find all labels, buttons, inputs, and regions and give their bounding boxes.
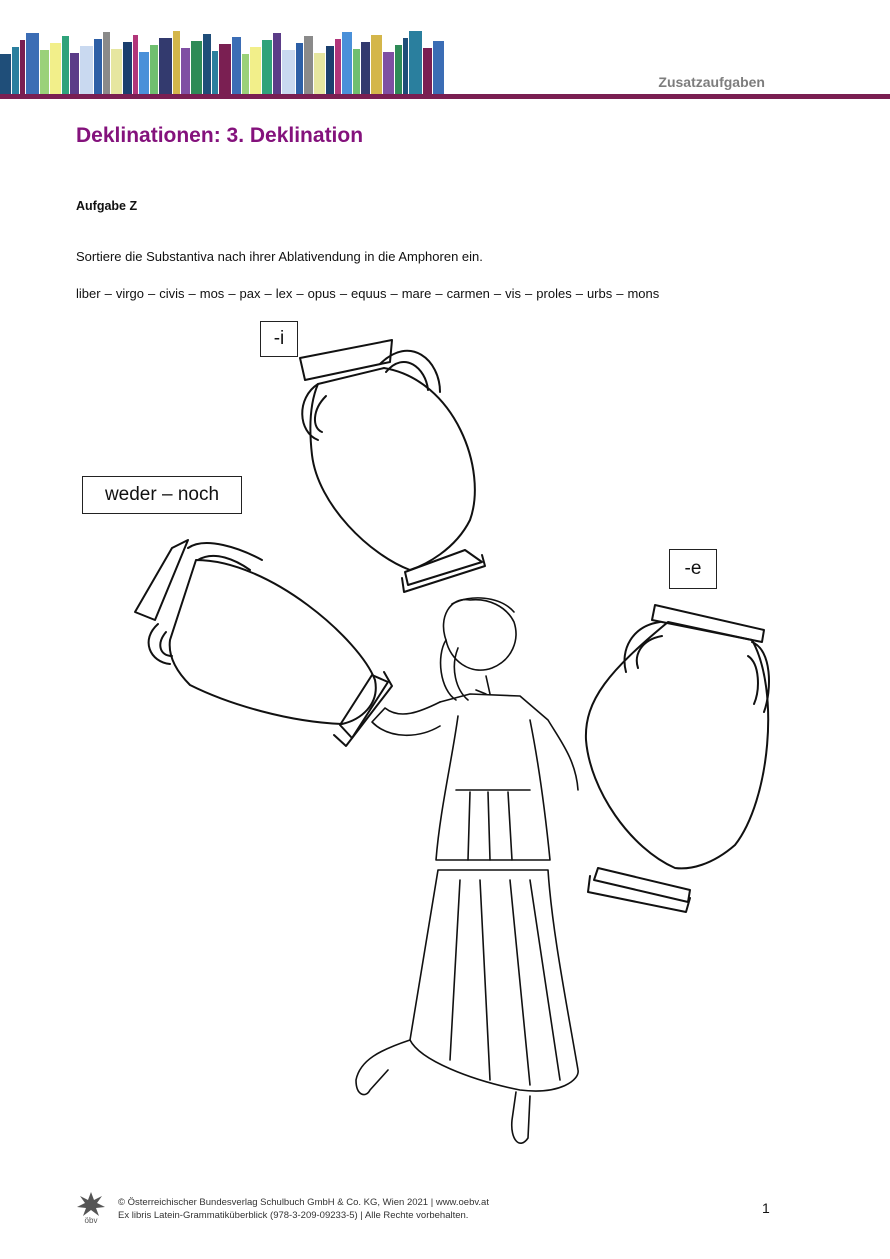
amphora-i (300, 340, 485, 592)
word-separator: – (104, 286, 112, 301)
amphora-weder-noch (135, 540, 392, 746)
word-separator: – (148, 286, 156, 301)
word-item: urbs (586, 286, 613, 301)
word-separator: – (390, 286, 398, 301)
word-item: civis (159, 286, 185, 301)
word-separator: – (616, 286, 624, 301)
task-instruction: Sortiere die Substantiva nach ihrer Ablativendung in die Amphoren ein. (76, 249, 483, 264)
task-label: Aufgabe Z (76, 199, 138, 213)
word-separator: – (525, 286, 533, 301)
word-item: pax (239, 286, 261, 301)
word-item: opus (307, 286, 336, 301)
label-ablative-e: -e (669, 549, 717, 589)
word-separator: – (339, 286, 348, 301)
word-item: vis (505, 286, 522, 301)
word-separator: – (188, 286, 196, 301)
word-item: virgo (115, 286, 144, 301)
footer-copyright: © Österreichischer Bundesverlag Schulbuch GmbH & Co. KG, Wien 2021 | www.oebv.at (118, 1197, 489, 1208)
word-item: carmen (446, 286, 490, 301)
label-ablative-i: -i (260, 321, 298, 357)
word-separator: – (493, 286, 502, 301)
amphora-e (586, 605, 769, 912)
word-item: mare (401, 286, 432, 301)
section-label: Zusatzaufgaben (658, 74, 765, 90)
word-separator: – (435, 286, 443, 301)
word-item: mons (627, 286, 660, 301)
word-separator: – (264, 286, 272, 301)
page-title: Deklinationen: 3. Deklination (76, 124, 364, 147)
footer-text (118, 1196, 489, 1222)
logo-text: öbv (84, 1216, 98, 1224)
word-item: equus (351, 286, 387, 301)
word-separator: – (296, 286, 304, 301)
word-item: mos (199, 286, 225, 301)
word-item: lex (275, 286, 293, 301)
word-item: liber (76, 286, 101, 301)
word-separator: – (575, 286, 583, 301)
word-separator: – (228, 286, 236, 301)
oebv-logo-icon (76, 1190, 106, 1224)
page-number: 1 (762, 1200, 770, 1216)
label-weder-noch: weder – noch (82, 476, 242, 514)
footer-book-info: Ex libris Latein-Grammatiküberblick (978-3-209-09233-5) | Alle Rechte vorbehalten. (118, 1210, 469, 1221)
word-item: proles (536, 286, 572, 301)
